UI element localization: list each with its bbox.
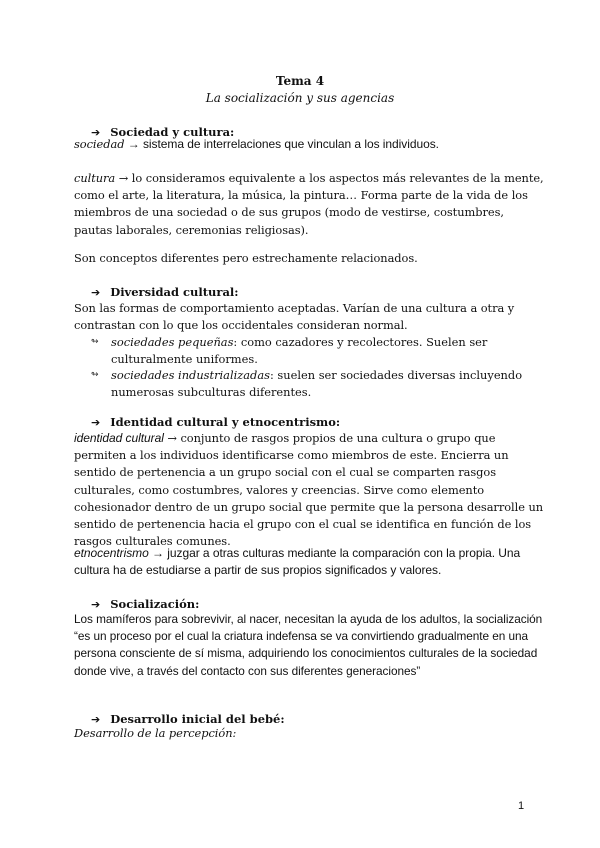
- heading-text: Desarrollo inicial del bebé:: [110, 712, 285, 726]
- arrow-icon: ➔: [91, 713, 101, 726]
- term-cultura: cultura: [74, 171, 116, 185]
- curly-arrow-icon: ↬: [91, 337, 99, 347]
- paragraph-socializacion: Los mamíferos para sobrevivir, al nacer, necesitan la ayuda de los adultos, la socialización “es un proceso por el cual la criatura indefensa se va convirtiendo gradualmente en una persona consciente de sí misma, adquiriendo los conocimientos culturales de la sociedad donde vive, a través del contacto con sus diferentes generaciones”: [74, 612, 543, 678]
- document-subtitle: La socialización y sus agencias: [205, 91, 395, 105]
- paragraph-identidad-cultural: [74, 430, 544, 550]
- heading-text: Sociedad y cultura:: [110, 125, 235, 139]
- paragraph-cultura: [74, 170, 544, 239]
- definition-identidad-cultural: → conjunto de rasgos propios de una cultura o grupo que permiten a los individuos identificarse como miembros de este. Encierra un sentido de pertenencia a un grupo social con el cual se comparten rasgos culturales, como costumbres, valores y creencias. Sirve como elemento cohesionador dentro de un grupo social que permite que la persona desarrolle un sentido de pertenencia hacia el grupo con el cual se identifica en función de los rasgos culturales comunes.: [74, 431, 544, 549]
- heading-identidad-cultural: [91, 415, 340, 429]
- curly-arrow-icon: ↬: [91, 370, 99, 380]
- definition-etnocentrismo: → juzgar a otras culturas mediante la comparación con la propia. Una cultura ha de estudiarse a partir de sus propios significados y valores.: [74, 546, 521, 578]
- document-title: Tema 4: [275, 74, 325, 88]
- heading-text: Socialización:: [110, 597, 200, 611]
- definition-sociedad: → sistema de interrelaciones que vinculan a los individuos.: [124, 137, 439, 151]
- arrow-icon: ➔: [91, 126, 101, 139]
- arrow-icon: ➔: [91, 598, 101, 611]
- arrow-icon: ➔: [91, 286, 101, 299]
- paragraph-diversidad: Son las formas de comportamiento aceptadas. Varían de una cultura a otra y contrastan con lo que los occidentales consideran normal.: [74, 301, 515, 333]
- list-item-text: : como cazadores y recolectores. Suelen ser culturalmente uniformes.: [111, 335, 488, 367]
- term-sociedad: sociedad: [74, 137, 125, 151]
- heading-text: Identidad cultural y etnocentrismo:: [110, 415, 341, 429]
- paragraph-etnocentrismo: [74, 545, 544, 579]
- heading-text: Diversidad cultural:: [110, 285, 239, 299]
- term-identidad-cultural: identidad cultural: [74, 431, 164, 445]
- paragraph-conceptos: Son conceptos diferentes pero estrechamente relacionados.: [74, 251, 418, 265]
- term-sociedades-industrializadas: sociedades industrializadas: [111, 368, 270, 382]
- paragraph-sociedad: [74, 136, 544, 153]
- heading-desarrollo-bebe: [91, 712, 285, 726]
- term-etnocentrismo: etnocentrismo: [74, 546, 149, 560]
- definition-cultura: → lo consideramos equivalente a los aspectos más relevantes de la mente, como el arte, la literatura, la música, la pintura… Forma parte de la vida de los miembros de una sociedad o de sus grupos (modo de vestirse, costumbres, pautas laborales, ceremonias religiosas).: [74, 171, 544, 237]
- heading-diversidad-cultural: [91, 285, 239, 299]
- arrow-icon: ➔: [91, 416, 101, 429]
- heading-socializacion: [91, 597, 199, 611]
- list-item-text: : suelen ser sociedades diversas incluyendo numerosas subculturas diferentes.: [111, 368, 523, 400]
- page-number: 1: [518, 800, 525, 812]
- term-sociedades-pequenas: sociedades pequeñas: [111, 335, 234, 349]
- subheading-desarrollo-percepcion: Desarrollo de la percepción:: [74, 726, 237, 740]
